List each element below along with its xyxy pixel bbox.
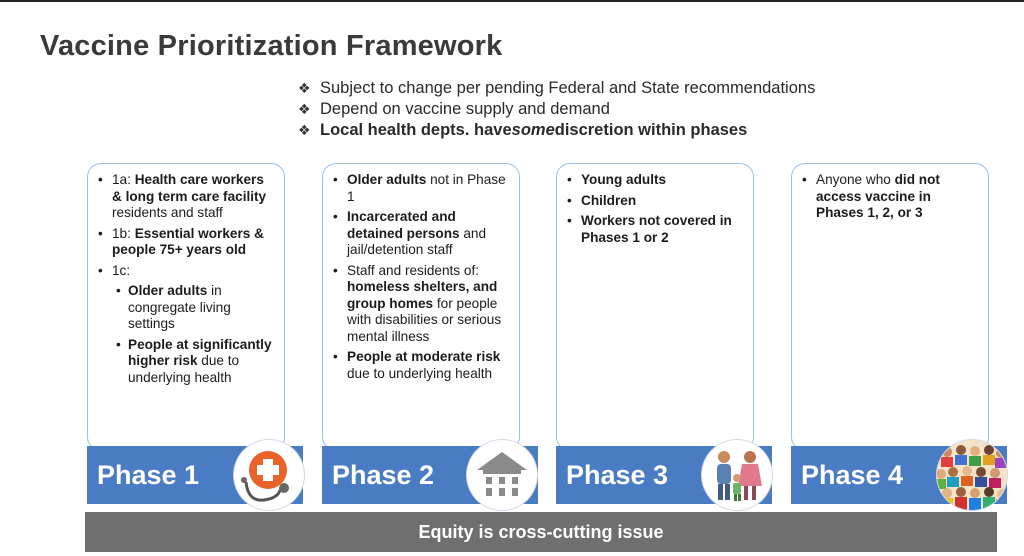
phase2-bar [322, 446, 538, 504]
phase1-label: Phase 1 [97, 460, 200, 490]
list-item: • Anyone who did not access vaccine in Phases 1, 2, or 3 [802, 172, 980, 222]
phase2-card [322, 163, 520, 451]
phase3-card [556, 163, 754, 451]
phase3-bar [556, 446, 772, 504]
phase2-label: Phase 2 [332, 460, 435, 490]
list-item: • 1a: Health care workers & long term care facility residents and staff [98, 172, 276, 222]
page-title: Vaccine Prioritization Framework [40, 30, 503, 62]
phase3-label: Phase 3 [566, 460, 669, 490]
list-item: • Children [567, 193, 745, 210]
equity-banner: Equity is cross-cutting issue [85, 512, 997, 552]
list-item: • People at significantly higher risk due to underlying health [112, 337, 276, 387]
note-item: ❖ Subject to change per pending Federal and State recommendations [298, 79, 816, 97]
list-item: • 1b: Essential workers & people 75+ years old [98, 226, 276, 259]
diamond-bullet-icon: ❖ [298, 101, 311, 117]
diamond-bullet-icon: ❖ [298, 80, 311, 96]
diamond-bullet-icon: ❖ [298, 122, 311, 138]
crowd-icon [937, 440, 1007, 510]
phase4-label: Phase 4 [801, 460, 904, 490]
medical-kit-stethoscope-icon [234, 440, 304, 510]
list-item: • 1c: • Older adults in congregate living settings • People at significantly higher risk due to underlying health [98, 263, 276, 387]
list-item: • Older adults in congregate living settings [112, 283, 276, 333]
note-item: ❖ Depend on vaccine supply and demand [298, 100, 610, 118]
notes-list [298, 78, 815, 141]
family-icon [702, 440, 772, 510]
list-item: • Workers not covered in Phases 1 or 2 [567, 213, 745, 246]
list-item: • People at moderate risk due to underlying health [333, 349, 511, 382]
phase4-bar [791, 446, 1007, 504]
list-item: • Young adults [567, 172, 745, 189]
note-item: ❖ Local health depts. have some discretion within phases [298, 121, 748, 139]
top-border [0, 0, 1024, 2]
list-item: • Staff and residents of: homeless shelters, and group homes for people with disabilities or serious mental illness [333, 263, 511, 346]
phase1-bar [87, 446, 303, 504]
list-item: • Incarcerated and detained persons and jail/detention staff [333, 209, 511, 259]
list-item: • Older adults not in Phase 1 [333, 172, 511, 205]
phase4-card [791, 163, 989, 451]
phase1-card [87, 163, 285, 451]
building-icon [467, 440, 537, 510]
